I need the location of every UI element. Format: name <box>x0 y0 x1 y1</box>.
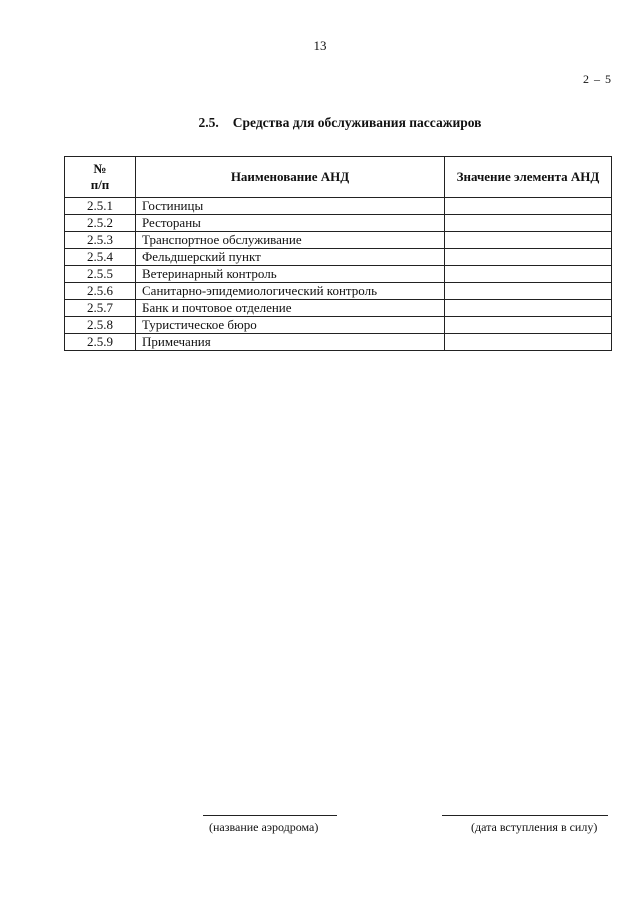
section-number: 2.5. <box>198 115 219 130</box>
effective-date-label: (дата вступления в силу) <box>471 820 598 834</box>
row-number: 2.5.5 <box>65 266 136 283</box>
table-row <box>65 334 612 351</box>
header-name: Наименование АНД <box>136 157 445 198</box>
row-value <box>445 317 612 334</box>
row-number: 2.5.7 <box>65 300 136 317</box>
row-value <box>445 249 612 266</box>
row-number: 2.5.3 <box>65 232 136 249</box>
section-code: 2 – 5 <box>583 72 612 86</box>
row-value <box>445 198 612 215</box>
row-value <box>445 215 612 232</box>
header-number-line1: № <box>93 161 107 176</box>
table-row <box>65 300 612 317</box>
row-name: Ветеринарный контроль <box>136 266 445 283</box>
table-row <box>65 266 612 283</box>
table-row <box>65 249 612 266</box>
row-value <box>445 232 612 249</box>
row-value <box>445 334 612 351</box>
row-number: 2.5.1 <box>65 198 136 215</box>
table-row <box>65 215 612 232</box>
row-number: 2.5.8 <box>65 317 136 334</box>
table-row <box>65 198 612 215</box>
row-number: 2.5.6 <box>65 283 136 300</box>
section-heading <box>0 115 640 131</box>
section-title: Средства для обслуживания пассажиров <box>232 115 482 130</box>
table-row <box>65 232 612 249</box>
row-name: Туристическое бюро <box>136 317 445 334</box>
row-name: Примечания <box>136 334 445 351</box>
header-number <box>65 157 136 198</box>
row-number: 2.5.2 <box>65 215 136 232</box>
row-name: Гостиницы <box>136 198 445 215</box>
table-row <box>65 283 612 300</box>
row-value <box>445 300 612 317</box>
row-value <box>445 283 612 300</box>
row-name: Санитарно-эпидемиологический контроль <box>136 283 445 300</box>
header-value: Значение элемента АНД <box>445 157 612 198</box>
page-number: 13 <box>313 38 327 53</box>
row-name: Банк и почтовое отделение <box>136 300 445 317</box>
row-number: 2.5.4 <box>65 249 136 266</box>
aerodrome-name-line <box>203 815 337 816</box>
row-name: Транспортное обслуживание <box>136 232 445 249</box>
row-name: Фельдшерский пункт <box>136 249 445 266</box>
row-value <box>445 266 612 283</box>
row-name: Рестораны <box>136 215 445 232</box>
effective-date-line <box>442 815 608 816</box>
aerodrome-name-label: (название аэродрома) <box>209 820 319 834</box>
table-row <box>65 317 612 334</box>
row-number: 2.5.9 <box>65 334 136 351</box>
and-table <box>64 156 612 351</box>
table-header-row <box>65 157 612 198</box>
header-number-line2: п/п <box>90 177 110 192</box>
